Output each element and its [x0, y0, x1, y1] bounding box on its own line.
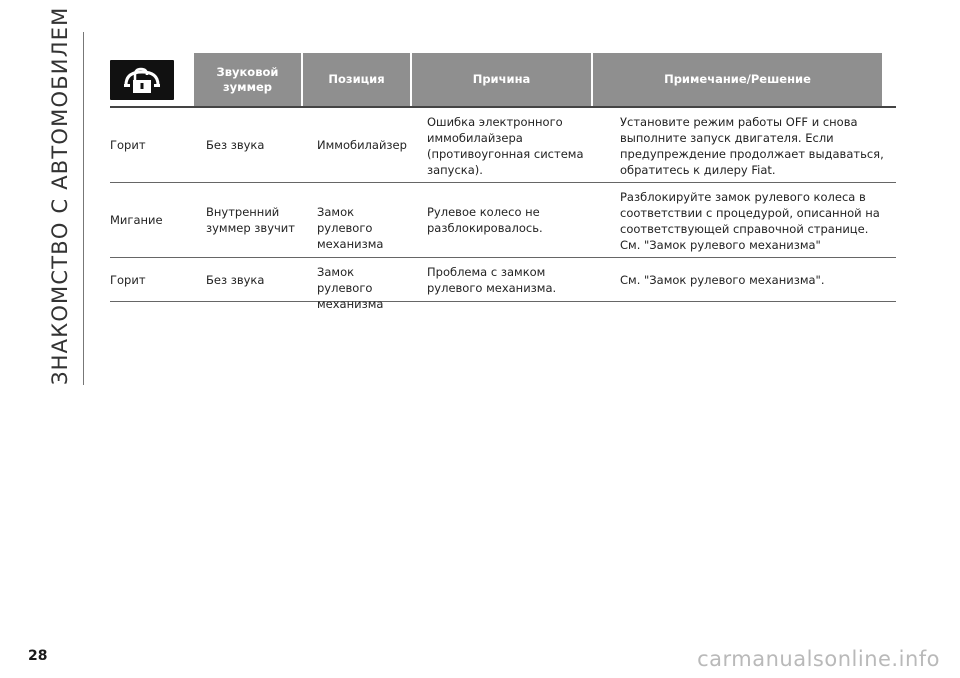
header-icon-cell: [110, 53, 194, 106]
watermark: carmanualsonline.info: [697, 647, 940, 671]
table-row: [110, 183, 896, 258]
row-buzzer: Внутренний зуммер звучит: [206, 205, 295, 235]
row-position: Иммобилайзер: [317, 138, 407, 152]
table-header: [110, 53, 896, 108]
row-buzzer: Без звука: [206, 138, 265, 152]
row-cause: Ошибка электронного иммобилайзера (противоугонная система запуска).: [427, 115, 584, 177]
warning-table: [110, 53, 896, 311]
row-cause: Рулевое колесо не разблокировалось.: [427, 205, 543, 235]
row-cause: Проблема с замком рулевого механизма.: [427, 265, 557, 295]
section-side-title: ЗНАКОМСТВО С АВТОМОБИЛЕМ: [48, 6, 72, 385]
table-row: [110, 108, 896, 183]
table-row: [110, 258, 896, 311]
row-indicator: Горит: [110, 273, 146, 287]
row-note: См. "Замок рулевого механизма".: [620, 273, 825, 287]
steering-lock-warning-icon: [110, 60, 174, 100]
row-indicator: Мигание: [110, 213, 163, 227]
row-note: Разблокируйте замок рулевого колеса в соответствии с процедурой, описанной на соответствующей справочной странице. См. "Замок рулевого механизма": [620, 190, 880, 252]
header-note: Примечание/Решение: [593, 53, 882, 106]
side-divider: [83, 32, 84, 385]
header-position: Позиция: [303, 53, 410, 106]
page-number: 28: [28, 648, 48, 664]
header-cause: Причина: [412, 53, 591, 106]
row-position: Замок рулевого механизма: [317, 265, 384, 311]
row-buzzer: Без звука: [206, 273, 265, 287]
row-note: Установите режим работы OFF и снова выполните запуск двигателя. Если предупреждение продолжает выдаваться, обратитесь к дилеру Fiat.: [620, 115, 884, 177]
row-indicator: Горит: [110, 138, 146, 152]
row-position: Замок рулевого механизма: [317, 205, 384, 251]
header-buzzer: Звуковой зуммер: [194, 53, 301, 106]
